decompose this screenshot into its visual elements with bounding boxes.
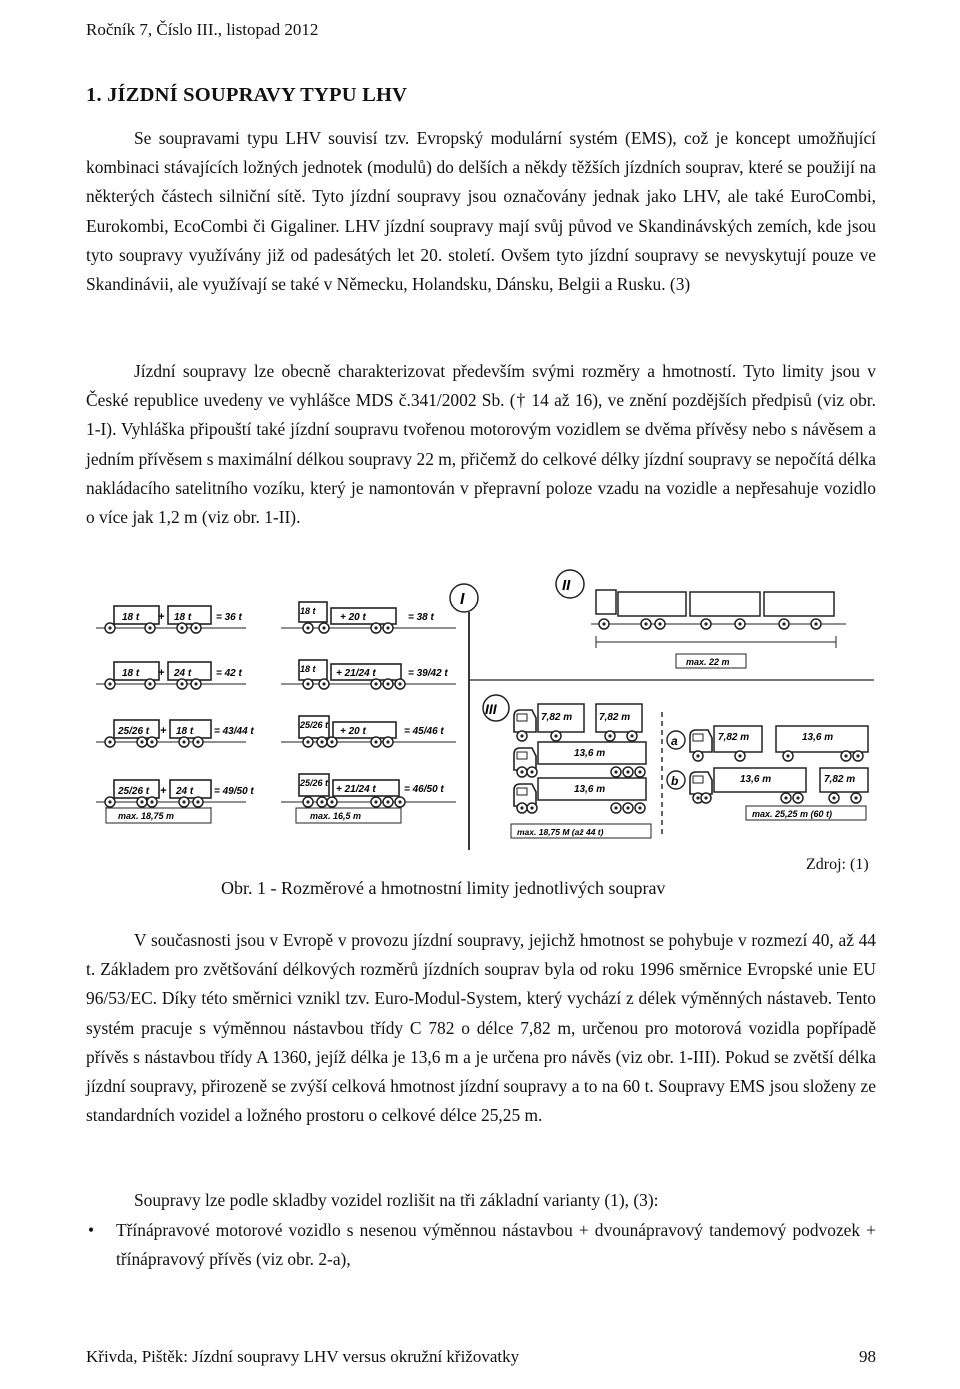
b-box-2: 7,82 m — [824, 774, 856, 785]
rrow-3-sum: = 45/46 t — [404, 726, 444, 737]
footer-title: Křivda, Pištěk: Jízdní soupravy LHV versus okružní křižovatky — [86, 1347, 520, 1366]
row-4-a: 25/26 t — [118, 786, 150, 797]
paragraph-4 — [86, 1186, 876, 1215]
panel-I-left-max: max. 18,75 m — [118, 811, 175, 821]
panel-III — [483, 695, 651, 838]
paragraph-1 — [86, 124, 876, 299]
panel-I-left-row-1 — [96, 606, 246, 633]
III-box-3: 13,6 m — [574, 748, 606, 759]
row-4-b: 24 t — [176, 786, 194, 797]
a-box-2: 13,6 m — [802, 732, 834, 743]
paragraph-2-text: Jízdní soupravy lze obecně charakterizovat především svými rozměry a hmotností. Tyto limity jsou v České republice uvedeny ve vyhlášce MDS č.341/2002 Sb. († 14 až 16), ve znění pozdějších předpisů (viz obr. 1-I). Vyhláška připouští také jízdní soupravu tvořenou motorovým vozidlem se dvěma přívěsy nebo s návěsem a jedním přívěsem s maximální délkou soupravy 22 m, přičemž do celkové délky jízdní soupravy se nepočítá délka nakládacího satelitního vozíku, který je namontován v přepravní poloze vzadu na vozidle a nepřesahuje vozidlo o více jak 1,2 m (viz obr. 1-II). — [86, 361, 876, 528]
panel-ab-max: max. 25,25 m (60 t) — [752, 809, 833, 819]
figure-source: Zdroj: (1) — [806, 856, 869, 873]
paragraph-1-text: Se soupravami typu LHV souvisí tzv. Evropský modulární systém (EMS), což je koncept umožňující kombinaci stávajících ložných jednotek (modulů) do delších a někdy těžších jízdních souprav, které se použijí na některých částech silniční sítě. Tyto jízdní soupravy jsou označovány jednak jako LHV, ale také EuroCombi, Eurokombi, EcoCombi či Gigaliner. LHV jízdní soupravy mají svůj původ ve Skandinávských zemích, kde jsou tyto soupravy využívány již od padesátých let 20. století. Ovšem tyto jízdní soupravy se nevyskytují pouze ve Skandinávii, ale využívají se také v Německu, Holandsku, Dánsku, Belgii a Rusku. (3) — [86, 128, 876, 295]
rrow-3-a: 25/26 t — [300, 720, 329, 730]
row-1-b: 18 t — [174, 612, 192, 623]
panel-III-label: III — [485, 701, 497, 717]
paragraph-2 — [86, 357, 876, 532]
panel-b-label: b — [671, 774, 679, 788]
svg-text:+: + — [158, 611, 165, 623]
a-box-1: 7,82 m — [718, 732, 750, 743]
panel-I-right-row-2 — [281, 660, 456, 689]
III-box-4: 13,6 m — [574, 784, 606, 795]
row-1-sum: = 36 t — [216, 612, 242, 623]
panel-II-max: max. 22 m — [686, 657, 730, 667]
section-title: 1. JÍZDNÍ SOUPRAVY TYPU LHV — [86, 84, 408, 106]
panel-I-right-row-1 — [281, 602, 456, 633]
row-3-a: 25/26 t — [118, 726, 150, 737]
panel-ab — [667, 726, 868, 820]
rrow-2-a: 18 t — [300, 664, 316, 674]
paragraph-3 — [86, 926, 876, 1130]
figure-caption: Obr. 1 - Rozměrové a hmotnostní limity jednotlivých souprav — [221, 878, 666, 898]
rrow-4-sum: = 46/50 t — [404, 784, 444, 795]
panel-I — [96, 584, 478, 823]
panel-I-right-max: max. 16,5 m — [310, 811, 362, 821]
III-box-1: 7,82 m — [541, 712, 573, 723]
rrow-3-b: + 20 t — [340, 726, 366, 737]
panel-I-left-row-4 — [96, 780, 254, 807]
row-4-sum: = 49/50 t — [214, 786, 254, 797]
panel-I-right-row-3 — [281, 716, 456, 747]
b-box-1: 13,6 m — [740, 774, 772, 785]
paragraph-4-text: Soupravy lze podle skladby vozidel rozlišit na tři základní varianty (1), (3): — [134, 1190, 659, 1210]
journal-issue-header: Ročník 7, Číslo III., listopad 2012 — [86, 20, 319, 39]
rrow-1-sum: = 38 t — [408, 612, 434, 623]
svg-text:+: + — [160, 725, 167, 737]
rrow-4-b: + 21/24 t — [336, 784, 376, 795]
row-2-sum: = 42 t — [216, 668, 242, 679]
rrow-1-a: 18 t — [300, 606, 316, 616]
panel-II-label: II — [562, 577, 571, 594]
row-3-b: 18 t — [176, 726, 194, 737]
svg-text:+: + — [160, 785, 167, 797]
list-item — [86, 1216, 876, 1274]
row-1-a: 18 t — [122, 612, 140, 623]
panel-I-left-row-2 — [96, 662, 246, 689]
bullet-icon: • — [88, 1220, 95, 1240]
panel-I-left-row-3 — [96, 720, 254, 747]
page-number: 98 — [859, 1347, 876, 1366]
III-box-2: 7,82 m — [599, 712, 631, 723]
panel-I-right-row-4 — [281, 774, 456, 807]
list-item-text: Třínápravové motorové vozidlo s nesenou výměnnou nástavbou + dvounápravový tandemový podvozek + třínápravový přívěs (viz obr. 2-a), — [116, 1220, 876, 1270]
panel-II — [556, 570, 846, 668]
row-3-sum: = 43/44 t — [214, 726, 254, 737]
vehicle-limits-figure — [86, 562, 876, 852]
paragraph-3-text: V současnosti jsou v Evropě v provozu jízdní soupravy, jejichž hmotnost se pohybuje v rozmezí 40, až 44 t. Základem pro zvětšování délkových rozměrů jízdních souprav byla od roku 1996 směrnice Evropské unie EU 96/53/EC. Díky této směrnici vznikl tzv. Euro-Modul-System, který vychází z délek výměnných nástaveb. Tento systém pracuje s výměnnou nástavbou třídy C 782 o délce 7,82 m, určenou pro motorová vozidla popřípadě přívěs s nástavbou třídy A 1360, jejíž délka je 13,6 m a je určena pro návěs (viz obr. 1-III). Pokud se zvětší délka jízdní soupravy, přirozeně se zvýší celková hmotnost jízdní soupravy a to na 60 t. Soupravy EMS jsou složeny ze standardních vozidel a ložného prostoru o celkové délce 25,25 m. — [86, 930, 876, 1126]
panel-I-label: I — [460, 591, 465, 608]
rrow-2-b: + 21/24 t — [336, 668, 376, 679]
svg-text:+: + — [158, 667, 165, 679]
page-footer — [86, 1347, 876, 1367]
row-2-a: 18 t — [122, 668, 140, 679]
panel-a-label: a — [671, 734, 678, 748]
panel-III-max: max. 18,75 M (až 44 t) — [517, 827, 604, 837]
row-2-b: 24 t — [174, 668, 192, 679]
rrow-2-sum: = 39/42 t — [408, 668, 448, 679]
rrow-1-b: + 20 t — [340, 612, 366, 623]
rrow-4-a: 25/26 t — [300, 778, 329, 788]
